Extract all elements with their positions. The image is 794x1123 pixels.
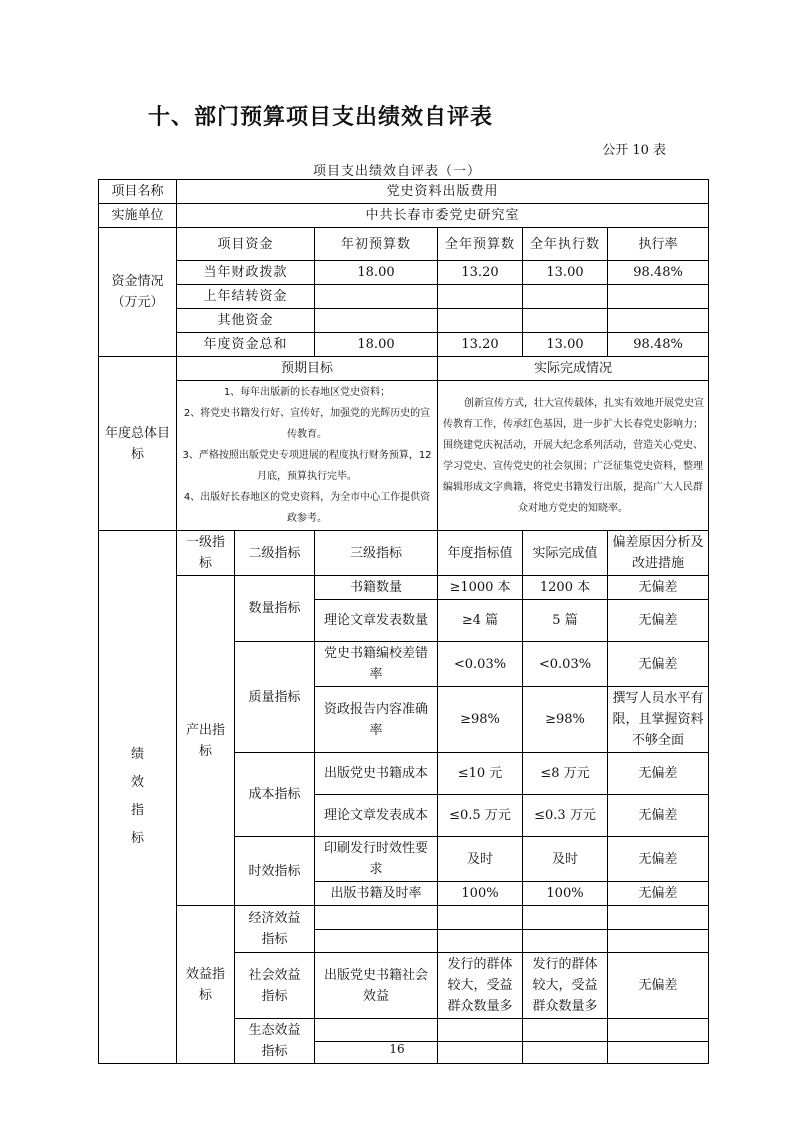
deviation-note: 无偏差 [608,600,709,642]
indicators-label-text: 绩效指标 [130,747,144,846]
actual-value: 1200 本 [523,576,608,600]
funds-cell [523,309,608,333]
project-name-label: 项目名称 [99,180,177,204]
project-name-row [99,180,709,204]
ecological-benefit-label [235,1019,315,1064]
indicator-name: 理论文章发表数量 [315,600,438,642]
indicator-name: 党史书籍编校差错率 [315,642,438,687]
funds-label: 资金情况（万元） [99,228,177,357]
funds-cell: 13.20 [438,333,523,357]
funds-header-row [99,228,709,261]
quantity-indicator-label: 数量指标 [235,576,315,642]
target-value: ≥98% [438,687,523,753]
indicator-header: 实际完成值 [523,531,608,576]
economic-benefit-text: 经济效益指标 [248,911,301,947]
funds-header: 执行率 [608,228,709,261]
unit-label: 实施单位 [99,204,177,228]
indicator-row [99,576,709,600]
ecological-benefit-text: 生态效益指标 [248,1023,301,1059]
goals-header-row [99,357,709,381]
table-number: 公开 10 表 [602,143,666,158]
cost-indicator-label: 成本指标 [235,753,315,837]
actual-value: <0.03% [523,642,608,687]
social-benefit-text: 社会效益指标 [248,967,301,1004]
funds-cell [438,285,523,309]
indicator-header: 偏差原因分析及改进措施 [608,531,709,576]
empty-cell [523,1019,608,1042]
indicator-name: 书籍数量 [315,576,438,600]
unit-row [99,204,709,228]
target-value: 100% [438,882,523,906]
funds-cell: 13.20 [438,261,523,285]
table-caption: 项目支出绩效自评表（一） [312,164,481,179]
page-title: 十、部门预算项目支出绩效自评表 [148,105,494,130]
goals-content-row [99,381,709,531]
deviation-note: 无偏差 [608,953,709,1019]
indicator-name: 出版书籍及时率 [315,882,438,906]
funds-cell [438,309,523,333]
empty-cell [315,1019,438,1042]
deviation-note: 无偏差 [608,642,709,687]
self-evaluation-table [98,179,709,1064]
funds-row [99,309,709,333]
funds-cell [608,309,709,333]
indicator-row [99,906,709,930]
target-value: ≤10 元 [438,753,523,795]
indicator-header: 年度指标值 [438,531,523,576]
funds-cell [523,285,608,309]
benefit-indicators-text: 效益指标 [185,966,225,1003]
deviation-note: 无偏差 [608,837,709,882]
deviation-note: 无偏差 [608,576,709,600]
funds-cell: 其他资金 [177,309,315,333]
actual-value: ≥98% [523,687,608,753]
target-value: 发行的群体较大，受益群众数量多 [438,953,523,1019]
funds-header: 项目资金 [177,228,315,261]
indicator-name: 资政报告内容准确率 [315,687,438,753]
actual-value: ≤8 万元 [523,753,608,795]
target-value: ≤0.5 万元 [438,795,523,837]
funds-cell: 当年财政拨款 [177,261,315,285]
expected-goal-item: 4、出版好长春地区的党史资料，为全市中心工作提供资政参考。 [183,492,431,524]
social-benefit-label [235,953,315,1019]
indicator-header: 一级指标 [177,531,235,576]
economic-benefit-label [235,906,315,953]
funds-cell [315,309,438,333]
target-value: 及时 [438,837,523,882]
indicator-name: 理论文章发表成本 [315,795,438,837]
funds-cell [315,285,438,309]
expected-goals-header: 预期目标 [177,357,438,381]
funds-cell: 年度资金总和 [177,333,315,357]
actual-value: 及时 [523,837,608,882]
funds-header: 全年执行数 [523,228,608,261]
empty-cell [608,906,709,930]
expected-goal-item: 1、每年出版新的长春地区党史资料； [223,387,391,398]
funds-cell [608,285,709,309]
empty-cell [608,1019,709,1042]
funds-header: 全年预算数 [438,228,523,261]
funds-row [99,333,709,357]
expected-goals [177,381,438,531]
indicator-header: 二级指标 [235,531,315,576]
funds-cell: 18.00 [315,333,438,357]
actual-results: 创新宣传方式，壮大宣传载体，扎实有效地开展党史宣传教育工作，传承红色基因，进一步扩大长春党史影响力；围绕建党庆祝活动，开展大纪念系列活动，营造关心党史、学习党史、宣传党史的社会氛围；广泛征集党史资料，整理编辑形成文字典籍，将党史书籍发行出版，提高广大人民群众对地方党史的知晓率。 [438,381,709,531]
deviation-note: 无偏差 [608,753,709,795]
unit-value: 中共长春市委党史研究室 [177,204,709,228]
empty-cell [523,930,608,953]
goals-label: 年度总体目标 [99,357,177,531]
timeliness-indicator-label: 时效指标 [235,837,315,906]
indicators-label [99,531,177,1064]
funds-cell: 98.48% [608,261,709,285]
funds-cell: 13.00 [523,261,608,285]
empty-cell [523,906,608,930]
funds-cell: 13.00 [523,333,608,357]
funds-header: 年初预算数 [315,228,438,261]
actual-value: ≤0.3 万元 [523,795,608,837]
indicator-name: 出版党史书籍成本 [315,753,438,795]
project-name-value: 党史资料出版费用 [177,180,709,204]
deviation-note: 无偏差 [608,882,709,906]
indicator-name: 印刷发行时效性要求 [315,837,438,882]
actual-value: 5 篇 [523,600,608,642]
indicator-header: 三级指标 [315,531,438,576]
actual-value: 发行的群体较大，受益群众数量多 [523,953,608,1019]
empty-cell [438,930,523,953]
target-value: ≥4 篇 [438,600,523,642]
output-indicators-label [177,576,235,906]
actual-results-header: 实际完成情况 [438,357,709,381]
funds-cell: 18.00 [315,261,438,285]
funds-cell: 上年结转资金 [177,285,315,309]
empty-cell [438,1019,523,1042]
indicators-header-row [99,531,709,576]
expected-goal-item: 2、将党史书籍发行好、宣传好，加强党的光辉历史的宣传教育。 [183,408,431,440]
funds-row [99,285,709,309]
page-number: 16 [389,1042,405,1056]
empty-cell [438,906,523,930]
benefit-indicators-label [177,906,235,1064]
expected-goal-item: 3、严格按照出版党史专项进展的程度执行财务预算，12月底，预算执行完毕。 [182,450,432,482]
target-value: ≥1000 本 [438,576,523,600]
actual-value: 100% [523,882,608,906]
empty-cell [315,906,438,930]
funds-row [99,261,709,285]
quality-indicator-label: 质量指标 [235,642,315,753]
deviation-note: 撰写人员水平有限，且掌握资料不够全面 [608,687,709,753]
funds-cell: 98.48% [608,333,709,357]
indicator-name: 出版党史书籍社会效益 [315,953,438,1019]
deviation-note: 无偏差 [608,795,709,837]
empty-cell [608,930,709,953]
target-value: <0.03% [438,642,523,687]
empty-cell [315,930,438,953]
output-indicators-text: 产出指标 [185,722,225,759]
